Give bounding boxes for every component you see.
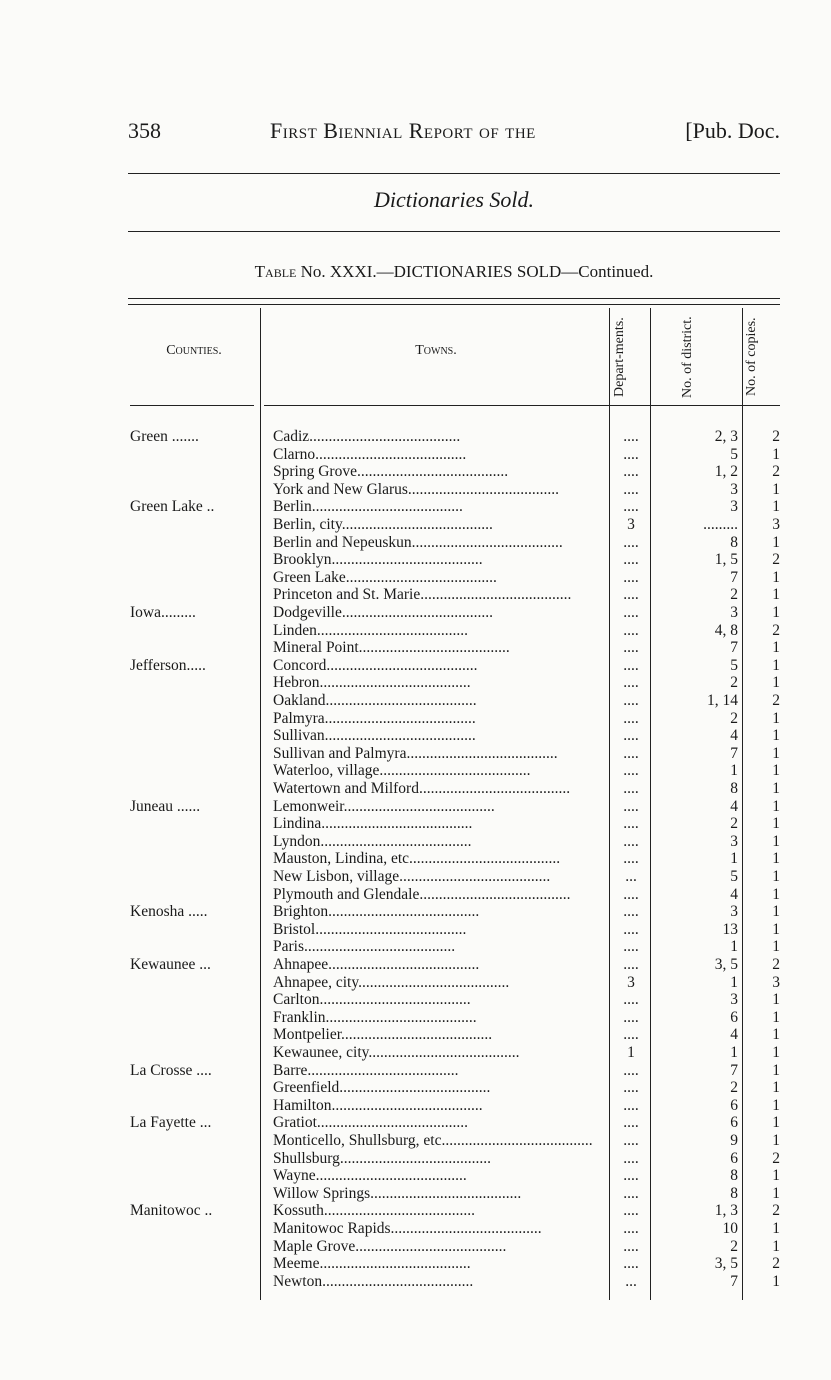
county-cell: Manitowoc .. <box>130 1202 213 1220</box>
running-header <box>128 118 780 146</box>
copies-cell: 1 <box>772 868 780 885</box>
town-cell: Kossuth....................................... <box>273 1202 475 1220</box>
header-underline-counties <box>130 405 254 406</box>
section-rule <box>128 231 780 232</box>
table-row <box>0 604 831 622</box>
town-cell: Franklin....................................... <box>273 1008 477 1026</box>
table-row <box>0 886 831 904</box>
page-number: 358 <box>128 118 161 143</box>
table-row <box>0 1097 831 1115</box>
table-row <box>0 1273 831 1291</box>
departments-cell: .... <box>623 1184 639 1202</box>
town-cell: Meeme....................................... <box>273 1255 471 1273</box>
table-row <box>0 798 831 816</box>
departments-cell: ... <box>625 868 637 885</box>
table-row <box>0 586 831 604</box>
departments-cell: .... <box>623 586 639 604</box>
col-counties: Counties. <box>166 343 222 358</box>
districts-cell: 1 <box>730 762 738 780</box>
departments-cell: .... <box>623 920 639 938</box>
districts-cell: 3, 5 <box>714 1255 738 1273</box>
districts-cell: 2 <box>730 1237 738 1255</box>
town-cell: Lemonweir....................................... <box>273 797 495 815</box>
town-cell: Mauston, Lindina, etc....................................... <box>273 850 561 868</box>
departments-cell: .... <box>623 1167 639 1185</box>
col-districts: No. of district. <box>680 316 695 398</box>
town-cell: Brighton....................................... <box>273 903 480 921</box>
districts-cell: 1 <box>730 973 738 991</box>
town-cell: Plymouth and Glendale....................................... <box>273 885 571 903</box>
town-cell: Mineral Point....................................... <box>273 639 510 657</box>
districts-cell: 3 <box>730 480 738 498</box>
county-cell: Juneau ...... <box>130 797 201 815</box>
table-row <box>0 921 831 939</box>
districts-cell: 8 <box>730 533 738 551</box>
copies-cell: 1 <box>772 533 780 551</box>
table-row <box>0 1202 831 1220</box>
town-cell: Concord....................................... <box>273 656 478 674</box>
districts-cell: 2, 3 <box>714 428 738 445</box>
districts-cell: 10 <box>722 1220 738 1237</box>
town-cell: New Lisbon, village....................................... <box>273 868 551 885</box>
table-row <box>0 1009 831 1027</box>
districts-cell: 8 <box>730 780 738 797</box>
county-cell: Jefferson..... <box>130 656 206 674</box>
town-cell: Brooklyn....................................... <box>273 551 483 569</box>
departments-cell: .... <box>623 656 639 674</box>
copies-cell: 3 <box>772 516 780 533</box>
town-cell: Waterloo, village....................................... <box>273 762 531 780</box>
table-row <box>0 534 831 552</box>
town-cell: Barre....................................... <box>273 1061 459 1079</box>
copies-cell: 1 <box>772 938 780 956</box>
county-cell: Kewaunee ... <box>130 956 211 973</box>
departments-cell: .... <box>623 445 639 463</box>
copies-cell: 1 <box>772 1044 780 1061</box>
departments-cell: 3 <box>627 516 635 533</box>
town-cell: Watertown and Milford....................................... <box>273 780 571 797</box>
departments-cell: .... <box>623 498 639 516</box>
town-cell: Gratiot....................................... <box>273 1114 469 1132</box>
town-cell: Ahnapee....................................... <box>273 956 480 973</box>
table-row <box>0 463 831 481</box>
copies-cell: 1 <box>772 1061 780 1079</box>
county-cell: La Crosse .... <box>130 1061 212 1079</box>
departments-cell: .... <box>623 568 639 586</box>
copies-cell: 1 <box>772 1272 780 1290</box>
county-cell: Green ....... <box>130 428 199 445</box>
copies-cell: 1 <box>772 1167 780 1185</box>
copies-cell: 2 <box>772 1202 780 1220</box>
copies-cell: 1 <box>772 1079 780 1097</box>
town-cell: Lindina....................................... <box>273 815 473 833</box>
departments-cell: .... <box>623 1149 639 1167</box>
table-row <box>0 446 831 464</box>
table-row <box>0 938 831 956</box>
town-cell: Monticello, Shullsburg, etc....................................... <box>273 1132 593 1149</box>
copies-cell: 1 <box>772 639 780 657</box>
districts-cell: 3 <box>730 604 738 621</box>
table-row <box>0 428 831 446</box>
copies-cell: 2 <box>772 1255 780 1273</box>
table-row <box>0 815 831 833</box>
copies-cell: 1 <box>772 991 780 1009</box>
departments-cell: .... <box>623 885 639 903</box>
copies-cell: 1 <box>772 1096 780 1114</box>
town-cell: Sullivan and Palmyra....................................... <box>273 744 558 762</box>
departments-cell: .... <box>623 1255 639 1273</box>
departments-cell: .... <box>623 551 639 569</box>
table-row <box>0 974 831 992</box>
departments-cell: .... <box>623 991 639 1009</box>
table-row <box>0 780 831 798</box>
copies-cell: 1 <box>772 604 780 621</box>
departments-cell: .... <box>623 832 639 850</box>
copies-cell: 1 <box>772 480 780 498</box>
departments-cell: .... <box>623 1220 639 1237</box>
table-caption-prefix: Table <box>254 262 297 281</box>
header-rule <box>128 173 780 174</box>
county-cell: Iowa......... <box>130 604 196 621</box>
districts-cell: 6 <box>730 1008 738 1026</box>
copies-cell: 2 <box>772 1149 780 1167</box>
copies-cell: 1 <box>772 498 780 516</box>
districts-cell: 1 <box>730 1044 738 1061</box>
town-cell: Carlton....................................... <box>273 991 471 1009</box>
table-row <box>0 727 831 745</box>
copies-cell: 1 <box>772 445 780 463</box>
town-cell: Bristol....................................... <box>273 920 467 938</box>
copies-cell: 1 <box>772 586 780 604</box>
departments-cell: .... <box>623 1237 639 1255</box>
table-row <box>0 1079 831 1097</box>
copies-cell: 1 <box>772 1184 780 1202</box>
districts-cell: 4 <box>730 885 738 903</box>
town-cell: Shullsburg....................................... <box>273 1149 492 1167</box>
departments-cell: ... <box>625 1272 637 1290</box>
districts-cell: ......... <box>703 516 738 533</box>
districts-cell: 4 <box>730 1026 738 1044</box>
departments-cell: .... <box>623 1061 639 1079</box>
table-row <box>0 833 831 851</box>
districts-cell: 6 <box>730 1149 738 1167</box>
town-cell: Ahnapee, city....................................... <box>273 973 510 991</box>
copies-cell: 2 <box>772 463 780 481</box>
districts-cell: 3 <box>730 832 738 850</box>
districts-cell: 9 <box>730 1132 738 1149</box>
town-cell: Clarno....................................... <box>273 445 467 463</box>
table-row <box>0 1220 831 1238</box>
table-row <box>0 762 831 780</box>
districts-cell: 6 <box>730 1114 738 1132</box>
departments-cell: .... <box>623 1026 639 1044</box>
copies-cell: 1 <box>772 1132 780 1149</box>
town-cell: Hamilton....................................... <box>273 1096 483 1114</box>
town-cell: Cadiz....................................... <box>273 428 461 445</box>
departments-cell: .... <box>623 621 639 639</box>
departments-cell: .... <box>623 674 639 692</box>
copies-cell: 1 <box>772 1237 780 1255</box>
table-row <box>0 657 831 675</box>
copies-cell: 2 <box>772 692 780 709</box>
table-row <box>0 1062 831 1080</box>
copies-cell: 1 <box>772 885 780 903</box>
departments-cell: .... <box>623 428 639 445</box>
table-row <box>0 639 831 657</box>
table-row <box>0 1185 831 1203</box>
copies-cell: 1 <box>772 815 780 833</box>
copies-cell: 1 <box>772 568 780 586</box>
town-cell: Linden....................................... <box>273 621 469 639</box>
table-row <box>0 551 831 569</box>
town-cell: Oakland....................................... <box>273 692 477 709</box>
copies-cell: 2 <box>772 551 780 569</box>
copies-cell: 1 <box>772 832 780 850</box>
county-cell: La Fayette ... <box>130 1114 212 1132</box>
copies-cell: 2 <box>772 956 780 973</box>
copies-cell: 1 <box>772 797 780 815</box>
table-row <box>0 569 831 587</box>
copies-cell: 1 <box>772 780 780 797</box>
departments-cell: .... <box>623 533 639 551</box>
districts-cell: 4 <box>730 727 738 745</box>
town-cell: Green Lake....................................... <box>273 568 497 586</box>
districts-cell: 7 <box>730 744 738 762</box>
districts-cell: 7 <box>730 1061 738 1079</box>
col-towns: Towns. <box>415 343 457 358</box>
town-cell: Manitowoc Rapids....................................... <box>273 1220 542 1237</box>
county-cell: Kenosha ..... <box>130 903 208 921</box>
districts-cell: 2 <box>730 674 738 692</box>
copies-cell: 1 <box>772 1026 780 1044</box>
districts-cell: 7 <box>730 568 738 586</box>
town-cell: Wayne....................................... <box>273 1167 467 1185</box>
table-row <box>0 1255 831 1273</box>
districts-cell: 1 <box>730 938 738 956</box>
departments-cell: .... <box>623 1096 639 1114</box>
departments-cell: .... <box>623 463 639 481</box>
districts-cell: 1, 5 <box>714 551 738 569</box>
table-row <box>0 745 831 763</box>
town-cell: Dodgeville....................................... <box>273 604 493 621</box>
copies-cell: 3 <box>772 973 780 991</box>
districts-cell: 2 <box>730 709 738 727</box>
districts-cell: 5 <box>730 445 738 463</box>
table-top-rule <box>128 298 780 299</box>
districts-cell: 1, 2 <box>714 463 738 481</box>
table-row <box>0 868 831 886</box>
copies-cell: 1 <box>772 1220 780 1237</box>
districts-cell: 3 <box>730 903 738 921</box>
town-cell: Spring Grove....................................... <box>273 463 509 481</box>
town-cell: Maple Grove....................................... <box>273 1237 507 1255</box>
table-row <box>0 710 831 728</box>
districts-cell: 1, 3 <box>714 1202 738 1220</box>
town-cell: Palmyra....................................... <box>273 709 476 727</box>
departments-cell: .... <box>623 744 639 762</box>
table-row <box>0 1150 831 1168</box>
districts-cell: 4 <box>730 797 738 815</box>
districts-cell: 13 <box>722 920 738 938</box>
table-row <box>0 1132 831 1150</box>
districts-cell: 5 <box>730 868 738 885</box>
districts-cell: 3 <box>730 991 738 1009</box>
table-caption <box>128 262 780 282</box>
departments-cell: .... <box>623 956 639 973</box>
table-row <box>0 622 831 640</box>
table-row <box>0 903 831 921</box>
departments-cell: .... <box>623 780 639 797</box>
copies-cell: 1 <box>772 656 780 674</box>
table-top-rule-2 <box>128 304 780 305</box>
departments-cell: .... <box>623 727 639 745</box>
town-cell: Berlin, city....................................... <box>273 516 493 533</box>
districts-cell: 1, 14 <box>707 692 738 709</box>
town-cell: York and New Glarus....................................... <box>273 480 560 498</box>
table-caption-text: No. XXXI.—DICTIONARIES SOLD—Continued. <box>300 262 654 281</box>
districts-cell: 6 <box>730 1096 738 1114</box>
copies-cell: 1 <box>772 1114 780 1132</box>
districts-cell: 7 <box>730 639 738 657</box>
table-row <box>0 498 831 516</box>
districts-cell: 1 <box>730 850 738 868</box>
departments-cell: .... <box>623 639 639 657</box>
departments-cell: .... <box>623 709 639 727</box>
districts-cell: 5 <box>730 656 738 674</box>
departments-cell: .... <box>623 480 639 498</box>
copies-cell: 1 <box>772 744 780 762</box>
table-row <box>0 991 831 1009</box>
copies-cell: 1 <box>772 674 780 692</box>
town-cell: Hebron....................................... <box>273 674 471 692</box>
town-cell: Willow Springs....................................... <box>273 1184 522 1202</box>
departments-cell: .... <box>623 903 639 921</box>
document-label: [Pub. Doc. <box>685 118 780 143</box>
districts-cell: 2 <box>730 815 738 833</box>
districts-cell: 2 <box>730 586 738 604</box>
town-cell: Berlin and Nepeuskun....................................... <box>273 533 563 551</box>
table-row <box>0 481 831 499</box>
copies-cell: 1 <box>772 903 780 921</box>
copies-cell: 1 <box>772 762 780 780</box>
districts-cell: 2 <box>730 1079 738 1097</box>
districts-cell: 7 <box>730 1272 738 1290</box>
county-cell: Green Lake .. <box>130 498 215 516</box>
departments-cell: 3 <box>627 973 635 991</box>
districts-cell: 3 <box>730 498 738 516</box>
town-cell: Sullivan....................................... <box>273 727 476 745</box>
districts-cell: 3, 5 <box>714 956 738 973</box>
town-cell: Greenfield....................................... <box>273 1079 491 1097</box>
table-row <box>0 516 831 534</box>
departments-cell: .... <box>623 797 639 815</box>
town-cell: Berlin....................................... <box>273 498 463 516</box>
departments-cell: .... <box>623 1114 639 1132</box>
table-row <box>0 956 831 974</box>
col-copies: No. of copies. <box>744 317 759 397</box>
copies-cell: 1 <box>772 727 780 745</box>
copies-cell: 1 <box>772 850 780 868</box>
copies-cell: 1 <box>772 1008 780 1026</box>
table-row <box>0 1167 831 1185</box>
table-row <box>0 1044 831 1062</box>
departments-cell: .... <box>623 815 639 833</box>
departments-cell: .... <box>623 1132 639 1149</box>
section-title: Dictionaries Sold. <box>373 187 535 212</box>
table-row <box>0 850 831 868</box>
districts-cell: 4, 8 <box>714 621 738 639</box>
departments-cell: .... <box>623 1079 639 1097</box>
table-row <box>0 1026 831 1044</box>
running-title: First Biennial Report of the <box>270 118 536 143</box>
town-cell: Newton....................................... <box>273 1272 474 1290</box>
table-row <box>0 674 831 692</box>
departments-cell: .... <box>623 692 639 709</box>
table-row <box>0 1114 831 1132</box>
districts-cell: 8 <box>730 1184 738 1202</box>
col-departments: Depart-ments. <box>612 317 627 397</box>
town-cell: Paris....................................... <box>273 938 456 956</box>
town-cell: Lyndon....................................... <box>273 832 472 850</box>
departments-cell: .... <box>623 938 639 956</box>
copies-cell: 2 <box>772 621 780 639</box>
departments-cell: .... <box>623 762 639 780</box>
copies-cell: 2 <box>772 428 780 445</box>
copies-cell: 1 <box>772 920 780 938</box>
header-underline-rest <box>264 405 780 406</box>
table-row <box>0 1238 831 1256</box>
copies-cell: 1 <box>772 709 780 727</box>
town-cell: Montpelier....................................... <box>273 1026 493 1044</box>
table-row <box>0 692 831 710</box>
districts-cell: 8 <box>730 1167 738 1185</box>
departments-cell: .... <box>623 850 639 868</box>
departments-cell: .... <box>623 604 639 621</box>
departments-cell: 1 <box>627 1044 635 1061</box>
town-cell: Kewaunee, city....................................... <box>273 1044 520 1061</box>
departments-cell: .... <box>623 1202 639 1220</box>
departments-cell: .... <box>623 1008 639 1026</box>
town-cell: Princeton and St. Marie....................................... <box>273 586 572 604</box>
